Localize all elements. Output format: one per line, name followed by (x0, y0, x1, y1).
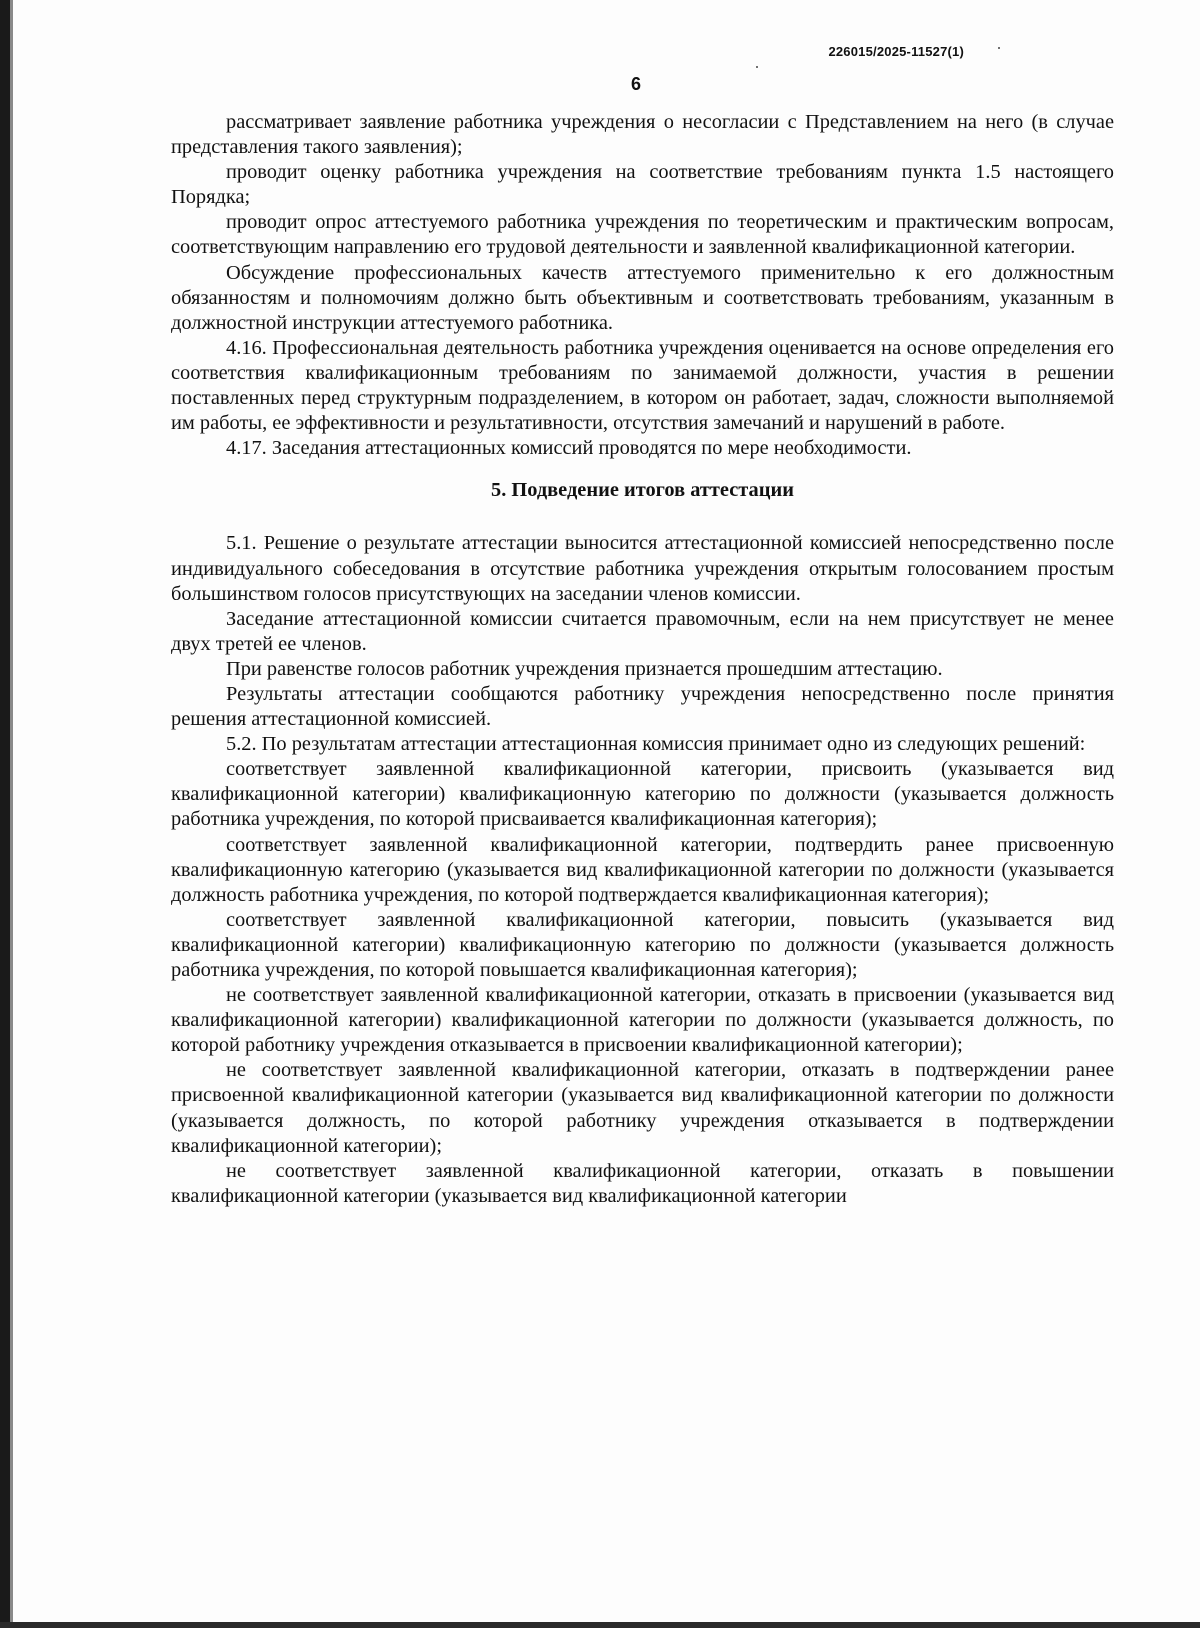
section-heading: 5. Подведение итогов аттестации (491, 479, 794, 502)
paragraph: проводит опрос аттестуемого работника учреждения по теоретическим и практическим вопросам, соответствующим направлению его трудовой деятельности и заявленной квалификационной категории. (171, 211, 1114, 259)
paragraph: 4.17. Заседания аттестационных комиссий проводятся по мере необходимости. (226, 437, 912, 460)
list-item: не соответствует заявленной квалификационной категории, отказать в повышении квалификационной категории (указывается вид квалификационной категории (171, 1159, 1114, 1207)
paragraph: рассматривает заявление работника учреждения о несогласии с Представлением на него (в случае представления такого заявления); (171, 111, 1114, 159)
paragraph: Обсуждение профессиональных качеств аттестуемого применительно к его должностным обязанностям и полномочиям должно быть объективным и соответствовать требованиям, указанным в должностной инструкции аттестуемого работника. (171, 261, 1114, 334)
scan-edge-left (0, 0, 10, 1628)
scan-speck (998, 47, 1000, 49)
scan-edge-left-shadow (10, 0, 13, 1628)
list-item: соответствует заявленной квалификационной категории, подтвердить ранее присвоенную квалификационную категорию (указывается вид квалификационной категории по должности (указывается должность работника учреждения, по которой подтверждается квалификационная категория); (171, 833, 1114, 906)
paragraph: 4.16. Профессиональная деятельность работника учреждения оценивается на основе определения его соответствия квалификационным требованиям по занимаемой должности, участия в решении поставленных перед структурным подразделением, в котором он работает, задач, сложности выполняемой им работы, ее эффективности и результативности, отсутствия замечаний и нарушений в работе. (171, 336, 1114, 435)
paragraph: Заседание аттестационной комиссии считается правомочным, если на нем присутствует не менее двух третей ее членов. (171, 607, 1114, 655)
scan-speck (756, 66, 758, 68)
list-item: не соответствует заявленной квалификационной категории, отказать в подтверждении ранее присвоенной квалификационной категории (указывается вид квалификационной категории по должности (указывается должность, по которой работнику учреждения отказывается в подтверждении квалификационной категории); (171, 1059, 1114, 1157)
list-item: соответствует заявленной квалификационной категории, повысить (указывается вид квалификационной категории) квалификационную категорию по должности (указывается должность работника учреждения, по которой повышается квалификационная категория); (171, 908, 1114, 981)
paragraph: Результаты аттестации сообщаются работнику учреждения непосредственно после принятия решения аттестационной комиссией. (171, 682, 1114, 731)
paragraph: проводит оценку работника учреждения на соответствие требованиям пункта 1.5 настоящего Порядка; (171, 161, 1114, 209)
list-item: соответствует заявленной квалификационной категории, присвоить (указывается вид квалификационной категории) квалификационную категорию по должности (указывается должность работника учреждения, по которой присваивается квалификационная категория); (171, 758, 1114, 831)
paragraph: При равенстве голосов работник учреждения признается прошедшим аттестацию. (226, 657, 943, 680)
paragraph: 5.1. Решение о результате аттестации выносится аттестационной комиссией непосредственно после индивидуального собеседования в отсутствие работника учреждения открытым голосованием простым большинством голосов присутствующих на заседании членов комиссии. (171, 532, 1114, 605)
document-body (171, 110, 1114, 1209)
scan-edge-bottom (0, 1622, 1200, 1628)
document-id: 226015/2025-11527(1) (828, 44, 964, 59)
list-item: не соответствует заявленной квалификационной категории, отказать в присвоении (указывается вид квалификационной категории) квалификационной категории по должности (указывается должность, по которой работнику учреждения отказывается в присвоении квалификационной категории); (171, 984, 1114, 1057)
paragraph: 5.2. По результатам аттестации аттестационная комиссия принимает одно из следующих решений: (226, 733, 1086, 756)
page-number: 6 (630, 74, 641, 94)
